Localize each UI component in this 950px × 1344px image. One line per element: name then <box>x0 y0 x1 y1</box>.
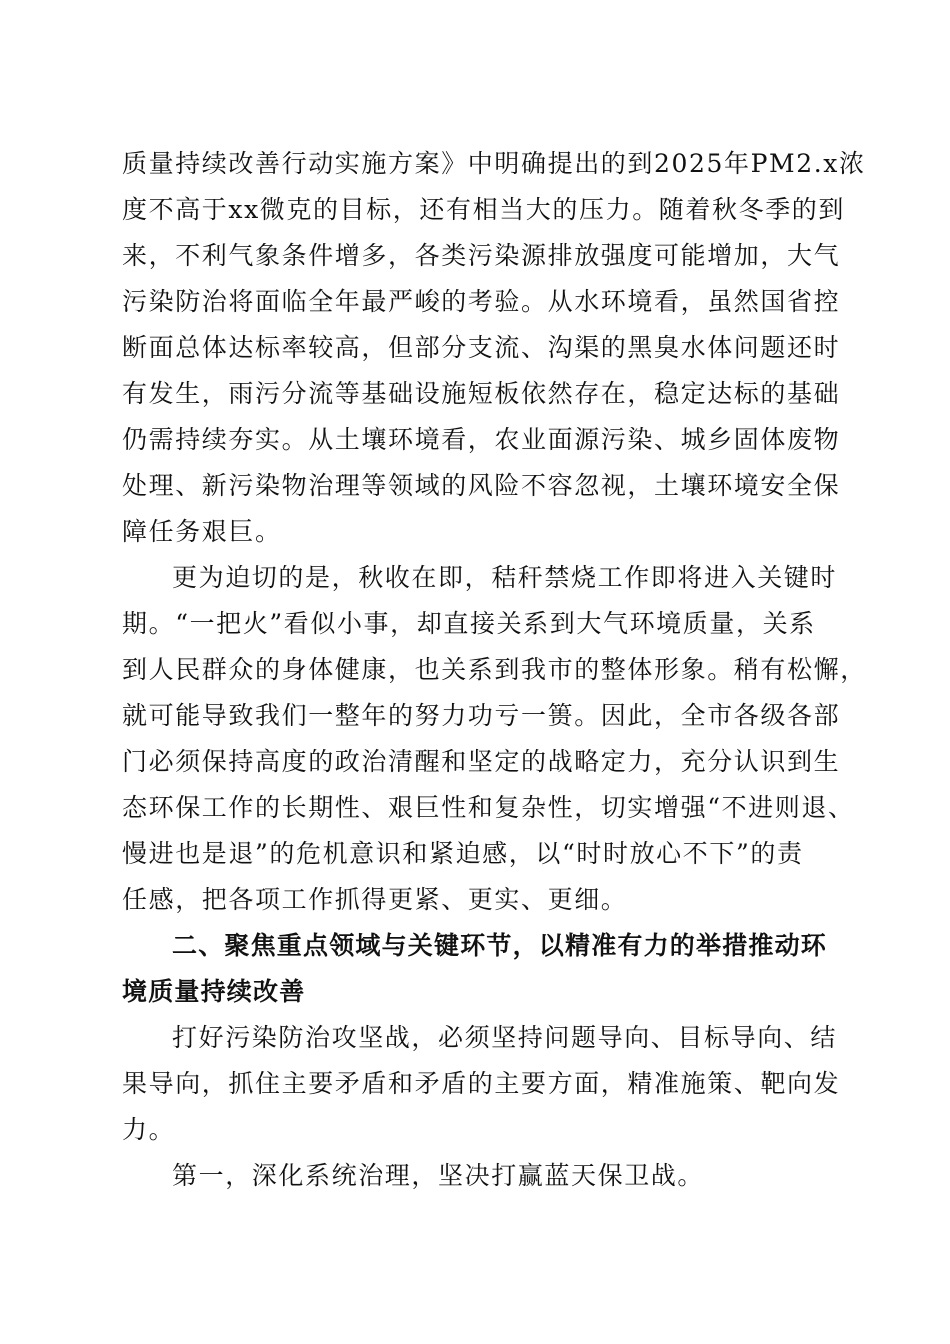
text-line: 来，不利气象条件增多，各类污染源排放强度可能增加，大气 <box>122 241 841 270</box>
text-line: 慢进也是退”的危机意识和紧迫感，以“时时放心不下”的责 <box>122 839 804 868</box>
text-line: 断面总体达标率较高，但部分支流、沟渠的黑臭水体问题还时 <box>122 333 841 362</box>
text-line: 期。“一把火”看似小事，却直接关系到大气环境质量，关系 <box>122 609 816 638</box>
text-line: 态环保工作的长期性、艰巨性和复杂性，切实增强“不进则退、 <box>122 793 855 822</box>
text-line: 到人民群众的身体健康，也关系到我市的整体形象。稍有松懈， <box>122 655 867 684</box>
paragraph-start-line: 打好污染防治攻坚战，必须坚持问题导向、目标导向、结 <box>172 1023 838 1052</box>
text-line: 任感，把各项工作抓得更紧、更实、更细。 <box>122 885 628 914</box>
subsection-heading-line: 第一，深化系统治理，坚决打赢蓝天保卫战。 <box>172 1161 705 1190</box>
section-heading-line: 境质量持续改善 <box>122 977 306 1006</box>
text-line: 仍需持续夯实。从土壤环境看，农业面源污染、城乡固体废物 <box>122 425 841 454</box>
text-line: 有发生，雨污分流等基础设施短板依然存在，稳定达标的基础 <box>122 379 841 408</box>
text-line: 处理、新污染物治理等领域的风险不容忽视，土壤环境安全保 <box>122 471 841 500</box>
text-line: 污染防治将面临全年最严峻的考验。从水环境看，虽然国省控 <box>122 287 841 316</box>
text-line: 度不高于xx微克的目标，还有相当大的压力。随着秋冬季的到 <box>122 195 846 224</box>
text-line: 力。 <box>122 1115 176 1144</box>
text-line: 果导向，抓住主要矛盾和矛盾的主要方面，精准施策、靶向发 <box>122 1069 841 1098</box>
section-heading-line: 二、聚焦重点领域与关键环节，以精准有力的举措推动环 <box>172 931 828 960</box>
text-line: 门必须保持高度的政治清醒和坚定的战略定力，充分认识到生 <box>122 747 841 776</box>
text-line: 就可能导致我们一整年的努力功亏一篑。因此，全市各级各部 <box>122 701 841 730</box>
text-line: 质量持续改善行动实施方案》中明确提出的到2025年PM2.x浓 <box>122 149 866 178</box>
paragraph-start-line: 更为迫切的是，秋收在即，秸秆禁烧工作即将进入关键时 <box>172 563 838 592</box>
text-line: 障任务艰巨。 <box>122 517 282 546</box>
